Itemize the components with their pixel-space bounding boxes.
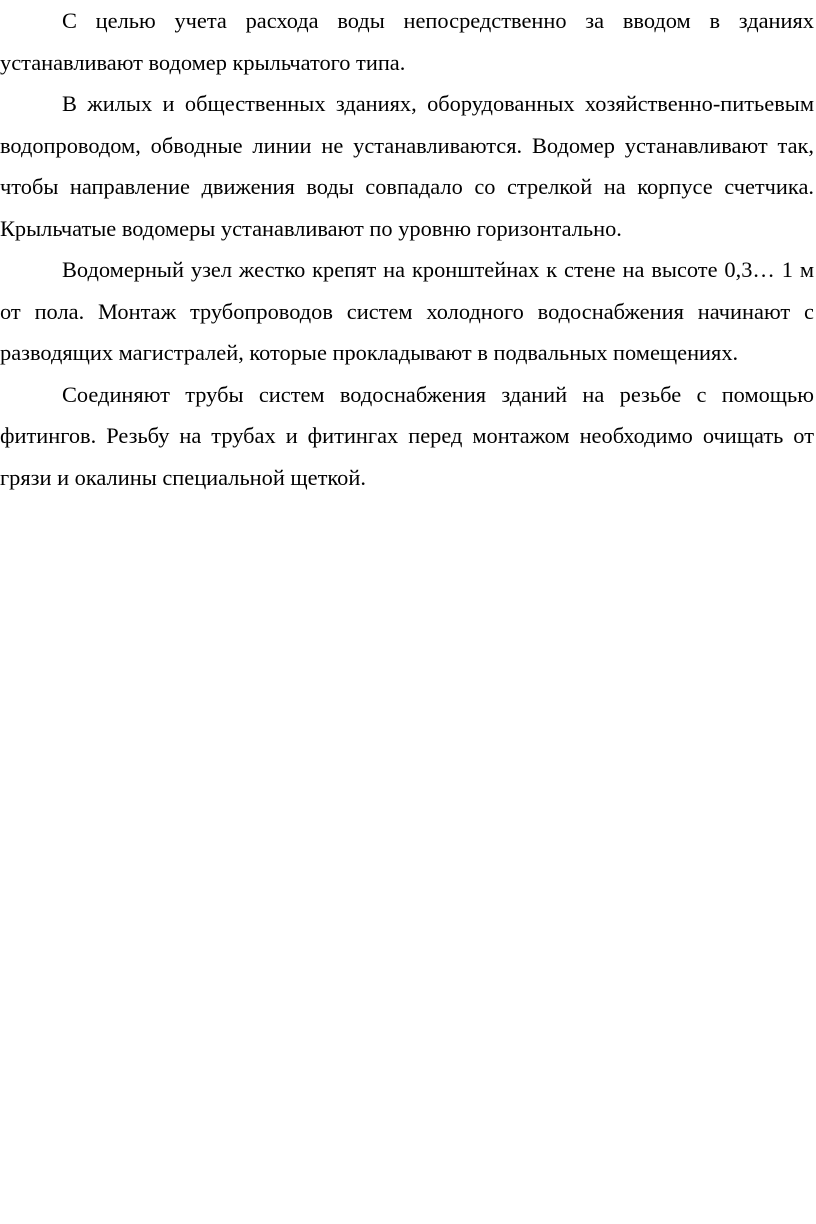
- paragraph-4: Соединяют трубы систем водоснабжения зданий на резьбе с помощью фитингов. Резьбу на трубах и фитингах перед монтажом необходимо очищать от грязи и окалины специальной щеткой.: [0, 381, 814, 490]
- paragraph-3: Водомерный узел жестко крепят на кронштейнах к стене на высоте 0,3… 1 м от пола. Монтаж трубопроводов систем холодного водоснабжения начинают с разводящих магистралей, которые прокладывают в подвальных помещениях.: [0, 257, 814, 365]
- document-body: [0, 0, 814, 498]
- paragraph-1: С целью учета расхода воды непосредственно за вводом в зданиях устанавливают водомер крыльчатого типа.: [0, 8, 814, 75]
- paragraph-2: В жилых и общественных зданиях, оборудованных хозяйственно-питьевым водопроводом, обводные линии не устанавливаются. Водомер устанавливают так, чтобы направление движения воды совпадало со стрелкой на корпусе счетчика. Крыльчатые водомеры устанавливают по уровню горизонтально.: [0, 91, 814, 241]
